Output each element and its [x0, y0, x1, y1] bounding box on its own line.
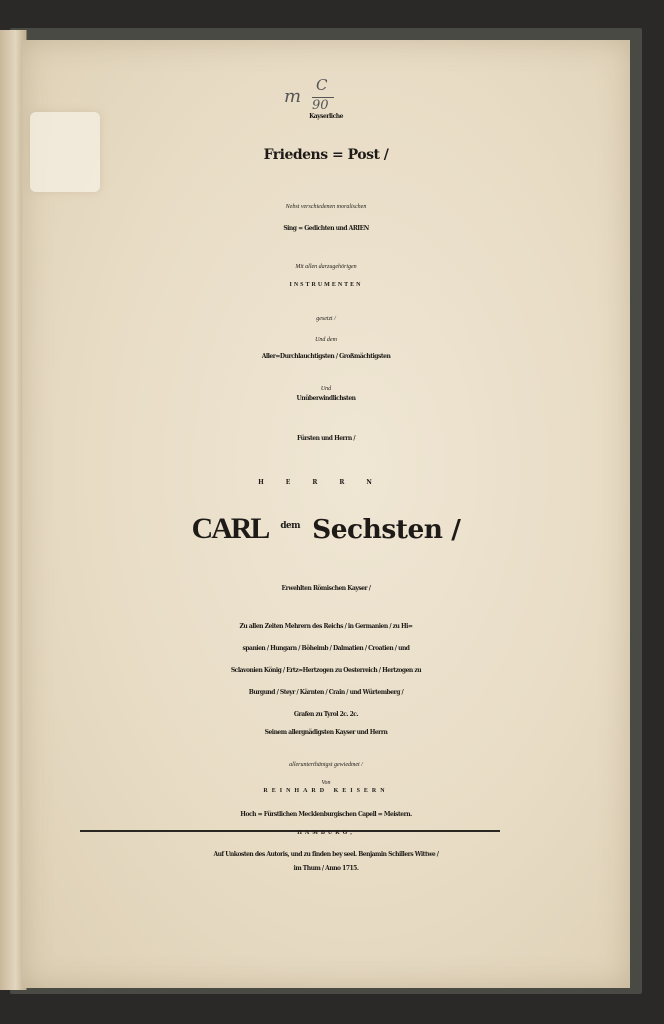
author-von: Von [321, 780, 331, 786]
dedication-herrn: HERRN [258, 479, 394, 486]
dedication-aller-durchlauchtigsten: Aller=Durchlauchtigsten / Großmächtigsten [261, 353, 391, 360]
title-page [22, 40, 630, 988]
dedication-fuersten-herrn: Fürsten und Herrn / [296, 435, 356, 442]
dedication-carl: CARL [191, 512, 269, 545]
titles-line-4: Burgund / Steyr / Kärnten / Crain / und Würtemberg / [248, 689, 404, 696]
title-line-instrumenten: INSTRUMENTEN [289, 282, 363, 288]
title-line-sing-gedichten: Sing = Gedichten und ARIEN [283, 225, 369, 232]
dedication-unueberwindlichsten: Unüberwindlichsten [296, 395, 356, 402]
dedication-sechsten: Sechsten / [312, 514, 461, 545]
imprint-city: HAMBURG, [297, 830, 355, 836]
shelfmark-letter: m [284, 86, 302, 107]
dedication-gewiedmet: allerunterthänigst gewiedmet / [289, 762, 363, 768]
subtitle-gesetzt: gesetzt / [316, 316, 336, 322]
imprint-publisher: Auf Unkosten des Autoris, und zu finden bey seel. Benjamin Schillers Wittwe / [213, 851, 439, 858]
dedication-carl-line [22, 508, 630, 544]
titles-line-3: Sclavonien König / Ertz=Hertzogen zu Oesterreich / Hertzogen zu [230, 667, 422, 674]
titles-line-2: spanien / Hungarn / Böheimb / Dalmatien / Croatien / und [242, 645, 410, 652]
subtitle-moralischen: Nebst verschiedenen moralischen [285, 204, 367, 210]
titles-line-5: Grafen zu Tyrol 2c. 2c. [293, 711, 359, 718]
shelfmark-bottom: 90 [312, 98, 329, 113]
dedication-dem: dem [280, 521, 301, 531]
titles-line-1: Zu allen Zeiten Mehrern des Reichs / in Germanien / zu Hi= [239, 623, 413, 630]
imprint-year: im Thum / Anno 1715. [293, 865, 359, 872]
shelfmark-top: C [316, 76, 328, 94]
author-name: REINHARD KEISERN [263, 788, 389, 794]
dedication-seinem: Seinem allergnädigsten Kayser und Herrn [264, 729, 388, 736]
subtitle-darzugehoerigen: Mit allen darzugehörigen [295, 264, 357, 270]
author-title: Hoch = Fürstlichen Mecklenburgischen Capell = Meistern. [240, 811, 412, 818]
subtitle-und-dem: Und dem [315, 337, 337, 343]
dedication-und: Und [320, 386, 332, 392]
dedication-roemischen-kayser: Erwehlten Römischen Kayser / [281, 585, 371, 592]
title-line-friedens-post: Friedens = Post / [263, 147, 389, 163]
shelfmark [284, 78, 364, 118]
title-line-kayserliche: Kayserliche [309, 113, 343, 120]
